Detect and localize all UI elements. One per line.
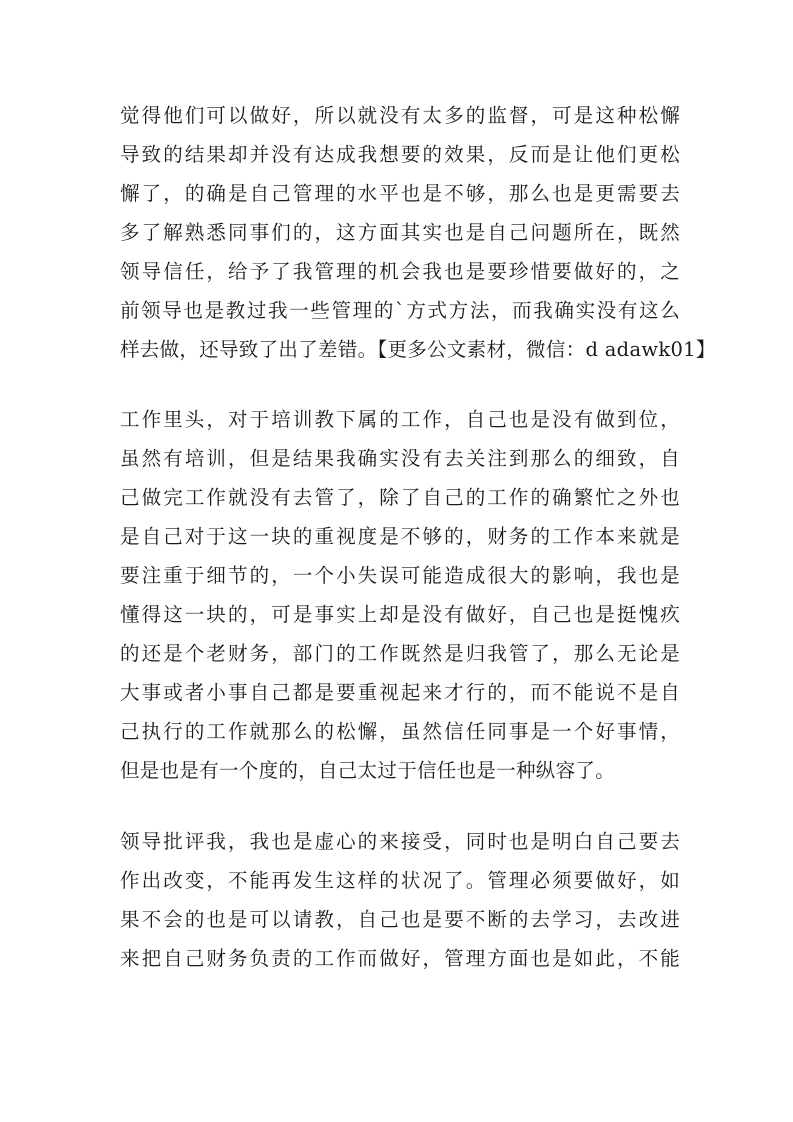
text-line: 作出改变，不能再发生这样的状况了。管理必须要做好，如 xyxy=(120,869,680,892)
text-line: 领导信任，给予了我管理的机会我也是要珍惜要做好的，之 xyxy=(120,260,680,283)
text-line: 导致的结果却并没有达成我想要的效果，反而是让他们更松 xyxy=(120,143,680,166)
text-line: 己做完工作就没有去管了，除了自己的工作的确繁忙之外也 xyxy=(120,486,680,509)
paragraph-2 xyxy=(120,400,680,790)
paragraph-1 xyxy=(120,96,716,369)
text-line: 懈了，的确是自己管理的水平也是不够，那么也是更需要去 xyxy=(120,182,680,205)
text-line: 懂得这一块的，可是事实上却是没有做好，自己也是挺愧疚 xyxy=(120,603,680,626)
text-line: 的还是个老财务，部门的工作既然是归我管了，那么无论是 xyxy=(120,642,680,665)
text-line: 领导批评我，我也是虚心的来接受，同时也是明白自己要去 xyxy=(120,830,680,853)
text-line: 前领导也是教过我一些管理的`方式方法，而我确实没有这么 xyxy=(120,299,680,322)
text-line: 多了解熟悉同事们的，这方面其实也是自己问题所在，既然 xyxy=(120,221,680,244)
text-line: 虽然有培训，但是结果我确实没有去关注到那么的细致，自 xyxy=(120,447,680,470)
text-line: 是自己对于这一块的重视度是不够的，财务的工作本来就是 xyxy=(120,525,680,548)
text-line: 己执行的工作就那么的松懈，虽然信任同事是一个好事情， xyxy=(120,720,680,743)
text-line: 觉得他们可以做好，所以就没有太多的监督，可是这种松懈 xyxy=(120,104,680,127)
text-line: 样去做，还导致了出了差错。【更多公文素材，微信：d adawk01】 xyxy=(120,338,716,361)
text-line: 要注重于细节的，一个小失误可能造成很大的影响，我也是 xyxy=(120,564,680,587)
text-line: 但是也是有一个度的，自己太过于信任也是一种纵容了。 xyxy=(120,759,616,782)
text-line: 工作里头，对于培训教下属的工作，自己也是没有做到位， xyxy=(120,408,680,431)
text-line: 大事或者小事自己都是要重视起来才行的，而不能说不是自 xyxy=(120,681,680,704)
text-line: 果不会的也是可以请教，自己也是要不断的去学习，去改进 xyxy=(120,908,680,931)
text-line: 来把自己财务负责的工作而做好，管理方面也是如此，不能 xyxy=(120,947,680,970)
paragraph-3 xyxy=(120,822,680,978)
